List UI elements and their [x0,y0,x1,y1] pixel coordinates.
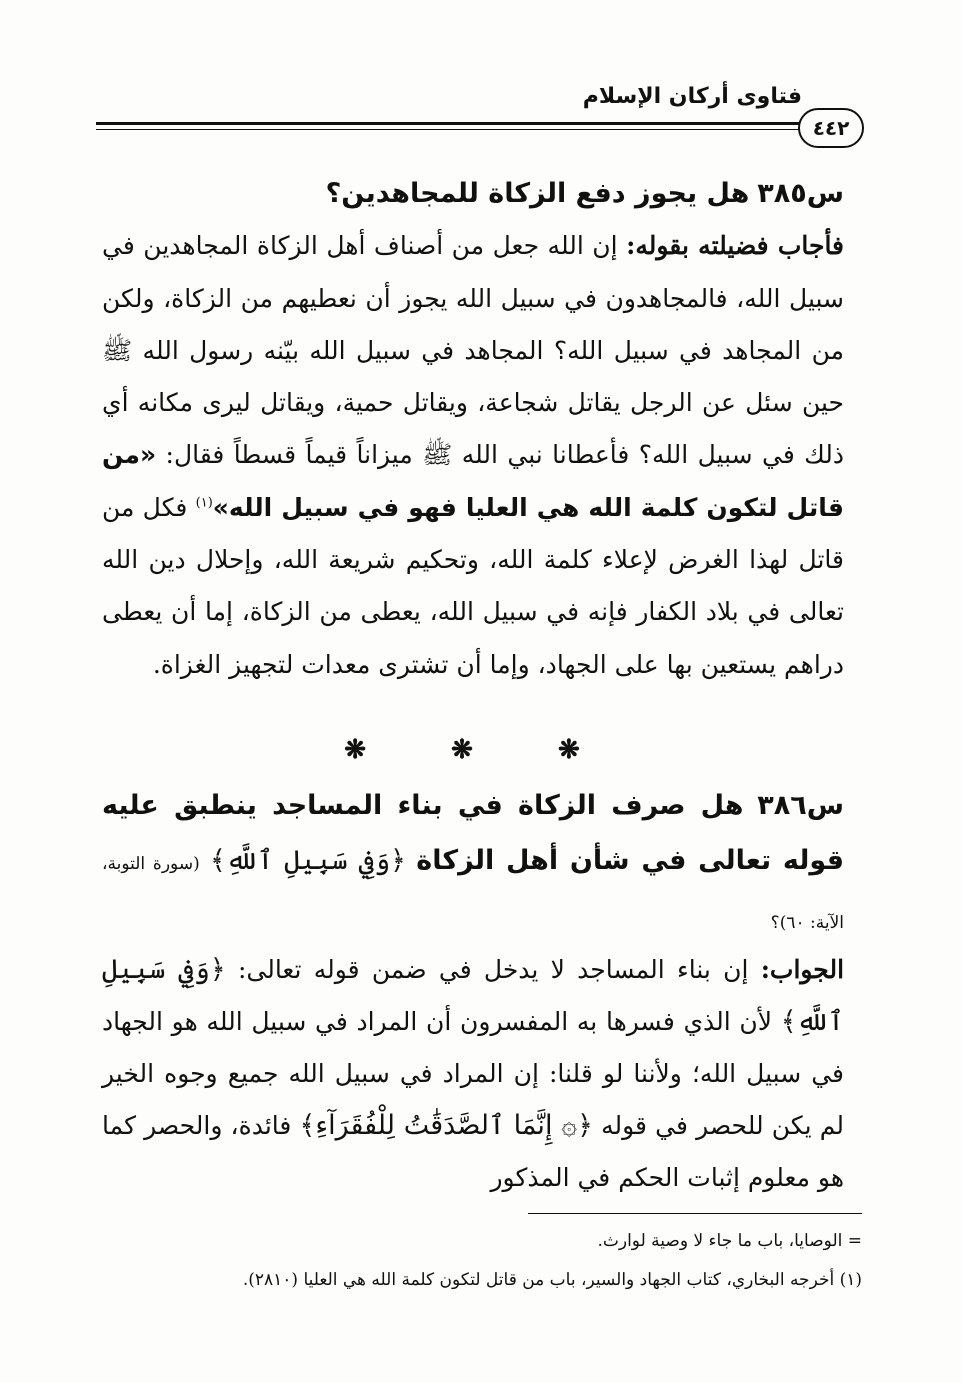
answer-386-block [102,944,844,1204]
quran-verse-2: ﴿وَفِي سَبِيلِ ٱللَّهِ﴾ [102,954,844,1037]
footnote-ref-1: (١) [195,495,213,511]
running-header-title: فتاوى أركان الإسلام [582,84,802,109]
question-385-title: هل يجوز دفع الزكاة للمجاهدين؟ [325,178,750,209]
question-386-title: هل صرف الزكاة في بناء المساجد ينطبق عليه قوله تعالى في شأن أهل الزكاة [102,790,845,876]
answer-386-lead: الجواب: [760,955,845,984]
footnote-rule [528,1213,862,1214]
section-separator: ❋ ❋ ❋ [344,735,618,765]
footnote-1: (١) أخرجه البخاري، كتاب الجهاد والسير، باب من قاتل لتكون كلمة الله هي العليا (٢٨١٠). [242,1270,862,1290]
answer-386-text-2: لأن الذي فسرها به المفسرون أن المراد في سبيل الله هو الجهاد في سبيل الله؛ ولأننا لو قلنا: إن المراد في سبيل الله جميع وجوه الخير لم يكن للحصر في قوله [102,1007,844,1140]
question-385-block [102,168,844,691]
answer-385-text-1: إن الله جعل من أصناف أهل الزكاة المجاهدين في سبيل الله، فالمجاهدون في سبيل الله يجوز أن نعطيهم من الزكاة، ولكن من المجاهد في سبيل الله؟ المجاهد في سبيل الله بيّنه رسول الله ﷺ حين سئل عن الرجل يقاتل شجاعة، ويقاتل حمية، ويقاتل ليرى مكانه أي ذلك في سبيل الله؟ فأعطانا نبي الله ﷺ ميزاناً قيماً قسطاً فقال: [102,231,844,470]
header-rule-thin [96,129,801,130]
verse-reference: (سورة التوبة، الآية: ٦٠)؟ [102,854,844,933]
question-385-label: س٣٨٥ [757,178,844,209]
quran-verse-3: ﴿۞ إِنَّمَا ٱلصَّدَقَٰتُ لِلْفُقَرَآءِ﴾ [299,1110,593,1141]
answer-386-text-1: إن بناء المساجد لا يدخل في ضمن قوله تعالى: [237,955,749,984]
page-number-badge: ٤٤٢ [798,108,864,148]
header-rule [96,122,801,125]
question-386-label: س٣٨٦ [757,790,844,821]
footnote-continuation: = الوصايا، باب ما جاء لا وصية لوارث. [597,1231,862,1251]
answer-385-lead: فأجاب فضيلته بقوله: [626,231,845,261]
answer-385-text-2: فكل من قاتل لهذا الغرض لإعلاء كلمة الله، وتحكيم شريعة الله، وإحلال دين الله تعالى في بلاد الكفار فإنه في سبيل الله، يعطى من الزكاة، إما أن يعطى دراهم يستعين بها على الجهاد، وإما أن تشترى معدات لتجهيز الغزاة. [102,492,844,679]
answer-386-text-3: فائدة، والحصر كما هو معلوم إثبات الحكم في المذكور [102,1111,844,1192]
question-386-block [102,778,844,951]
hadith-quote: «من قاتل لتكون كلمة الله هي العليا فهو في سبيل الله» [102,440,844,522]
quran-verse: ﴿وَفِي سَبِيلِ ٱللَّهِ﴾ [210,845,406,876]
